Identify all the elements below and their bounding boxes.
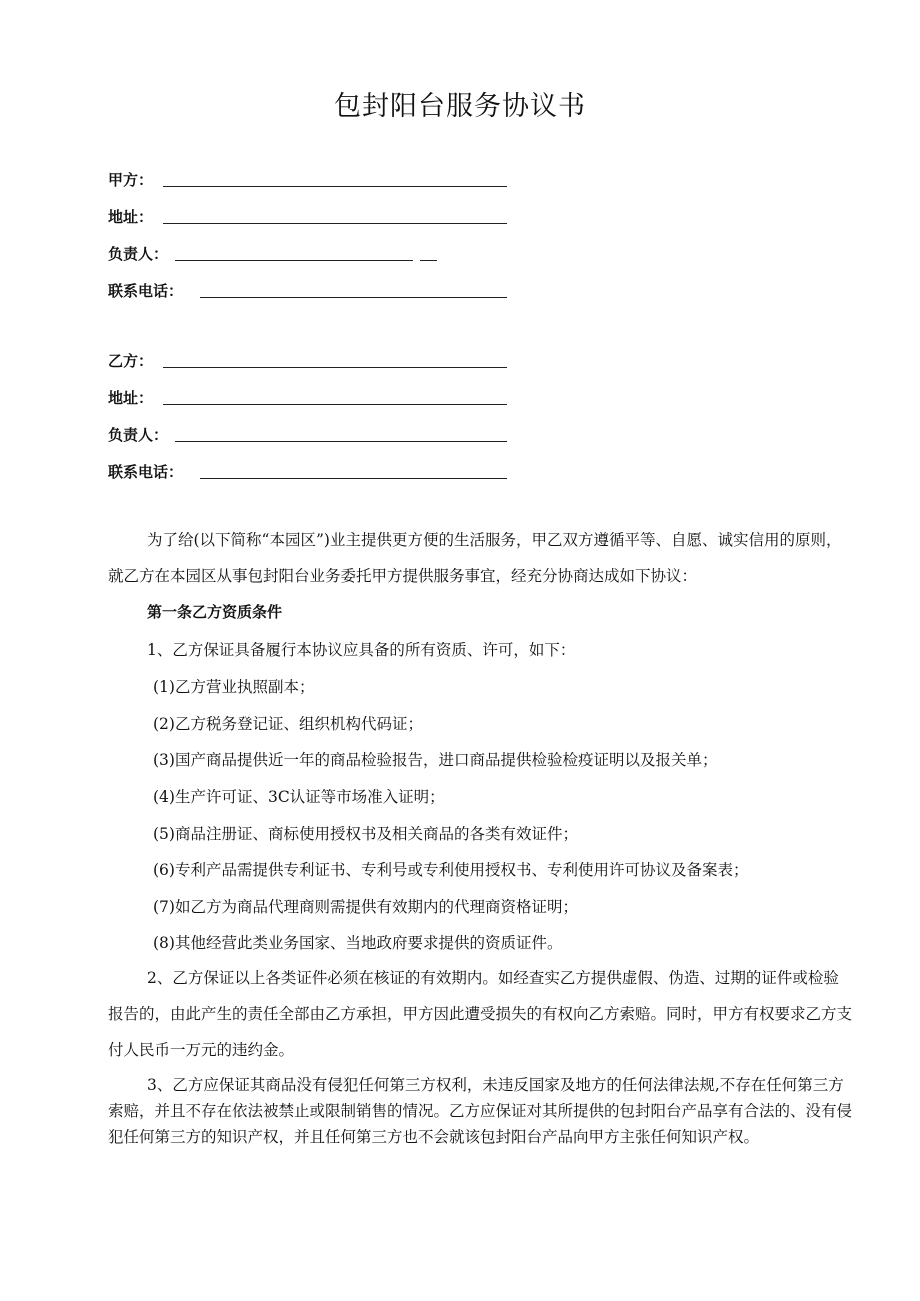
- party-a-contact-person-blank-tail: [420, 260, 437, 261]
- qualification-item-2: (2)乙方税务登记证、组织机构代码证；: [153, 715, 423, 733]
- qualification-item-8: (8)其他经营此类业务国家、当地政府要求提供的资质证件。: [153, 934, 563, 952]
- qualification-item-3: (3)国产商品提供近一年的商品检验报告，进口商品提供检验检疫证明以及报关单；: [153, 751, 718, 769]
- field-label: 甲方：: [108, 171, 154, 189]
- clause-2: 2、乙方保证以上各类证件必须在核证的有效期内。如经查实乙方提供虚假、伪造、过期的证件或检验报告的，由此产生的责任全部由乙方承担，甲方因此遭受损失的有权向乙方索赔。同时，甲方有权要求乙方支付人民币一万元的违约金。: [108, 969, 853, 1059]
- qualification-item-4: (4)生产许可证、3C认证等市场准入证明；: [153, 788, 445, 806]
- party-a-address-blank[interactable]: [163, 223, 507, 224]
- party-b-name-blank[interactable]: [163, 367, 507, 368]
- qualification-item-1: (1)乙方营业执照副本；: [153, 678, 315, 696]
- party-a-name-blank[interactable]: [163, 186, 507, 187]
- party-b-contact-person-blank[interactable]: [175, 441, 507, 442]
- party-a-phone-blank[interactable]: [200, 297, 507, 298]
- document-title: 包封阳台服务协议书: [334, 91, 586, 122]
- field-label: 联系电话：: [108, 282, 184, 300]
- party-a-contact-person-blank[interactable]: [175, 260, 413, 261]
- field-label: 乙方：: [108, 352, 154, 370]
- field-label: 负责人：: [108, 426, 169, 444]
- intro-paragraph: 为了给(以下简称“本园区”)业主提供更方便的生活服务，甲乙双方遵循平等、自愿、诚实信用的原则，就乙方在本园区从事包封阳台业务委托甲方提供服务事宜，经充分协商达成如下协议：: [108, 531, 842, 585]
- field-label: 负责人：: [108, 245, 169, 263]
- qualification-item-5: (5)商品注册证、商标使用授权书及相关商品的各类有效证件；: [153, 825, 578, 843]
- article-1-heading: 第一条乙方资质条件: [147, 603, 283, 621]
- clause-3: 3、乙方应保证其商品没有侵犯任何第三方权利，未违反国家及地方的任何法律法规,不存在任何第三方索赔，并且不存在依法被禁止或限制销售的情况。乙方应保证对其所提供的包封阳台产品享有合法的、没有侵犯任何第三方的知识产权，并且任何第三方也不会就该包封阳台产品向甲方主张任何知识产权。: [108, 1076, 853, 1146]
- qualification-item-6: (6)专利产品需提供专利证书、专利号或专利使用授权书、专利使用许可协议及备案表；: [153, 861, 749, 879]
- party-b-address-blank[interactable]: [163, 404, 507, 405]
- party-b-phone-blank[interactable]: [200, 478, 507, 479]
- field-label: 地址：: [108, 389, 154, 407]
- field-label: 地址：: [108, 208, 154, 226]
- clause-1: 1、乙方保证具备履行本协议应具备的所有资质、许可，如下：: [147, 641, 576, 659]
- field-label: 联系电话：: [108, 463, 184, 481]
- qualification-item-7: (7)如乙方为商品代理商则需提供有效期内的代理商资格证明；: [153, 898, 578, 916]
